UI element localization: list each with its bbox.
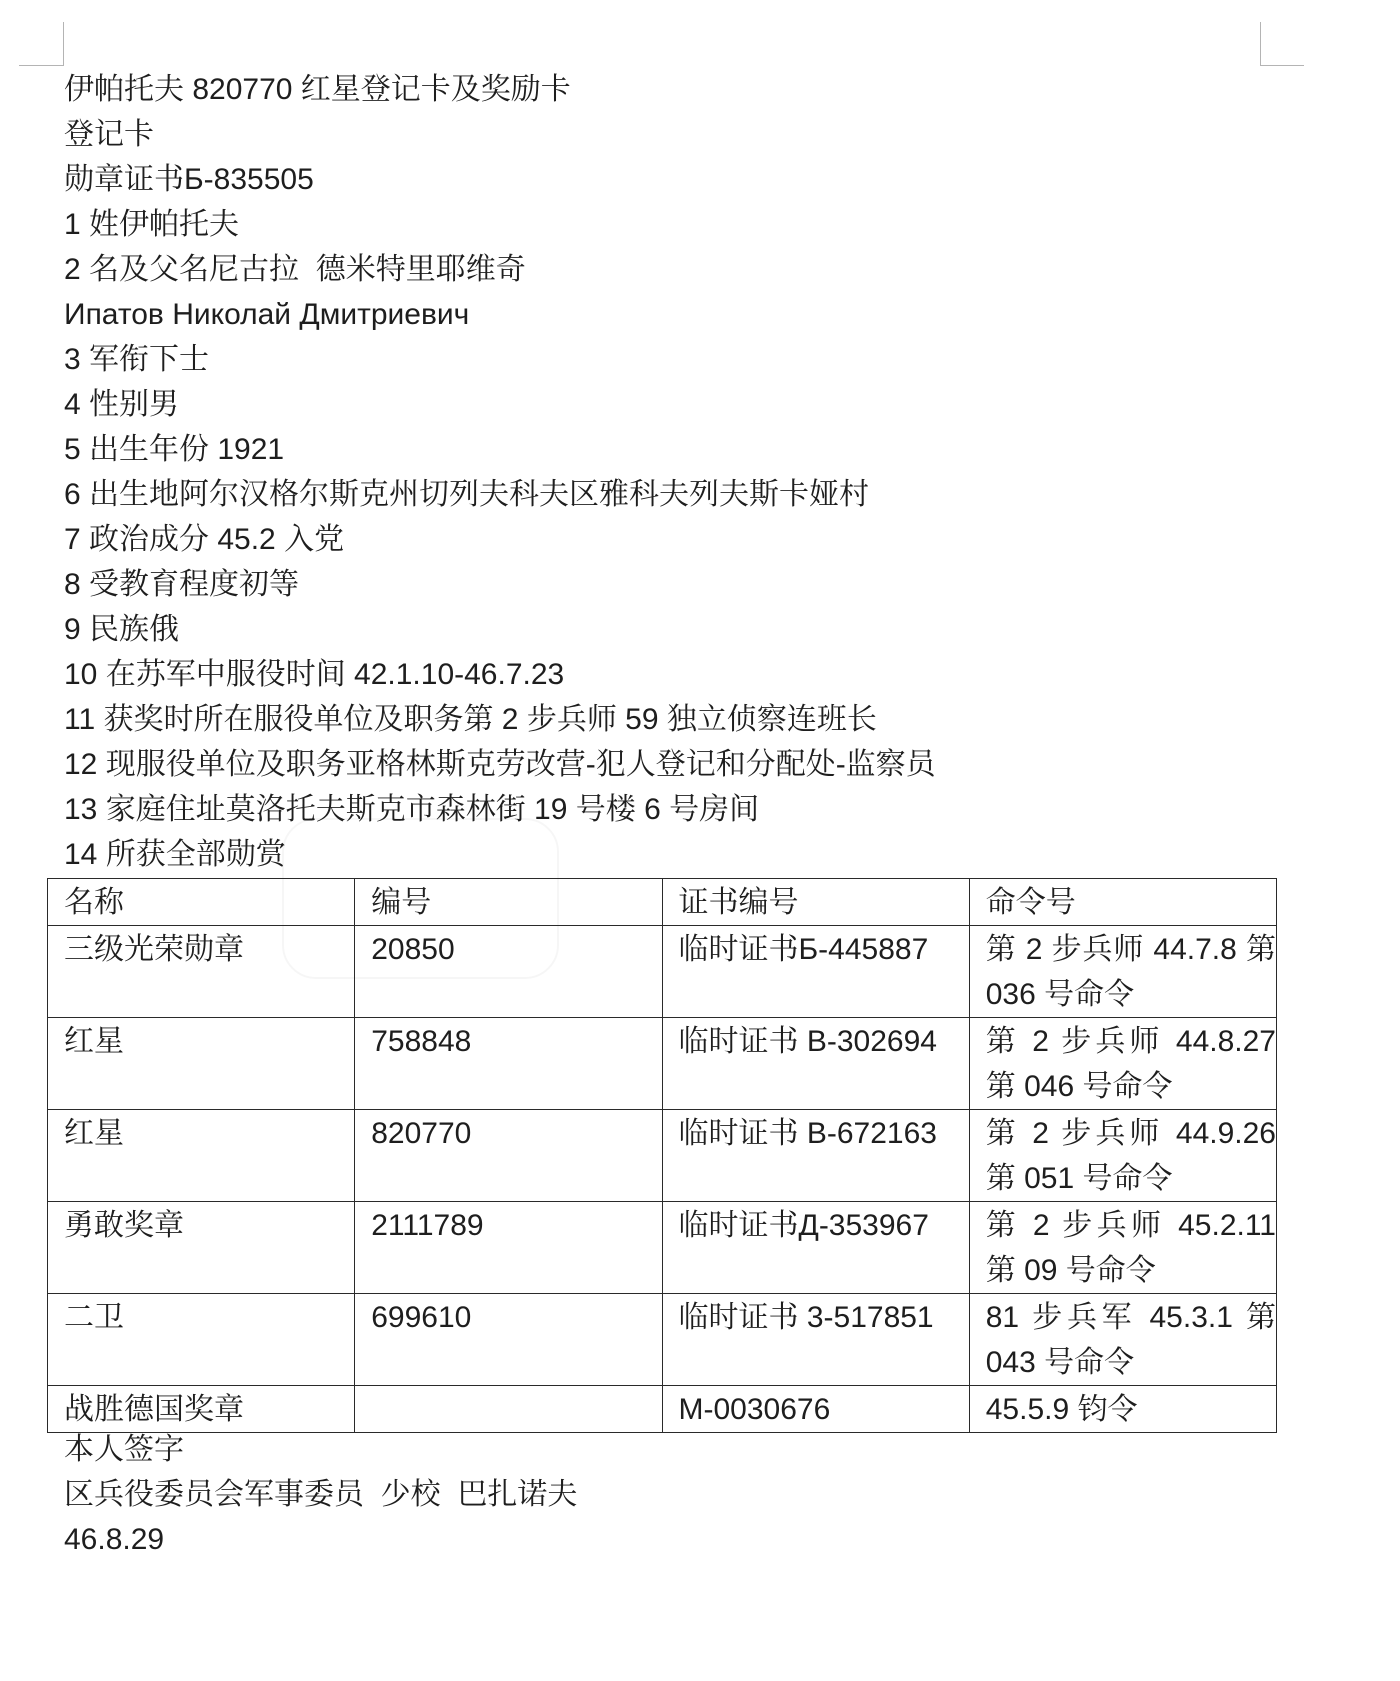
field-service-period: 10 在苏军中服役时间 42.1.10-46.7.23 (64, 658, 565, 691)
award-row (48, 1386, 1277, 1433)
order-number-cell: 第 2 步兵师 44.9.26 第 051 号命令 (969, 1110, 1276, 1202)
field-current-unit: 12 现服役单位及职务亚格林斯克劳改营-犯人登记和分配处-监察员 (64, 748, 936, 781)
award-name-cell: 红星 (48, 1018, 355, 1110)
field-education: 8 受教育程度初等 (64, 568, 300, 601)
document-date: 46.8.29 (64, 1523, 165, 1556)
award-name-cell: 二卫 (48, 1294, 355, 1386)
order-number-cell: 第 2 步兵师 45.2.11 第 09 号命令 (969, 1202, 1276, 1294)
award-row (48, 1018, 1277, 1110)
card-type-label: 登记卡 (64, 118, 154, 151)
commissioner-line: 区兵役委员会军事委员 少校 巴扎诺夫 (64, 1478, 578, 1511)
certificate-number-cell: 临时证书Б-445887 (662, 926, 969, 1018)
award-name-cell: 三级光荣勋章 (48, 926, 355, 1018)
awards-table (47, 878, 1277, 1433)
field-name-russian: Ипатов Николай Дмитриевич (64, 298, 470, 331)
award-number-cell (355, 1386, 662, 1433)
field-nationality: 9 民族俄 (64, 613, 180, 646)
certificate-number-cell: 临时证书 В-672163 (662, 1110, 969, 1202)
document-title: 伊帕托夫 820770 红星登记卡及奖励卡 (64, 73, 571, 106)
table-header-certificate: 证书编号 (662, 879, 969, 926)
award-row (48, 1202, 1277, 1294)
table-header-order: 命令号 (969, 879, 1276, 926)
document-body (64, 67, 936, 877)
table-header-number: 编号 (355, 879, 662, 926)
award-number-cell: 699610 (355, 1294, 662, 1386)
order-number-cell: 第 2 步兵师 44.7.8 第 036 号命令 (969, 926, 1276, 1018)
page-corner-mark-top-right (1260, 22, 1304, 66)
table-header-name: 名称 (48, 879, 355, 926)
award-row (48, 1110, 1277, 1202)
award-row (48, 926, 1277, 1018)
award-name-cell: 红星 (48, 1110, 355, 1202)
field-rank: 3 军衔下士 (64, 343, 210, 376)
certificate-number-cell: 临时证书 В-302694 (662, 1018, 969, 1110)
certificate-number-cell: 临时证书Д-353967 (662, 1202, 969, 1294)
field-all-awards-label: 14 所获全部勋赏 (64, 838, 286, 871)
field-birth-year: 5 出生年份 1921 (64, 433, 285, 466)
field-sex: 4 性别男 (64, 388, 180, 421)
certificate-number-cell: М-0030676 (662, 1386, 969, 1433)
certificate-number-cell: 临时证书 3-517851 (662, 1294, 969, 1386)
award-name-cell: 战胜德国奖章 (48, 1386, 355, 1433)
field-party-status: 7 政治成分 45.2 入党 (64, 523, 345, 556)
field-name-patronymic: 2 名及父名尼古拉 德米特里耶维奇 (64, 253, 526, 286)
award-number-cell: 2111789 (355, 1202, 662, 1294)
page-corner-mark-top-left (19, 22, 64, 66)
order-number-cell: 第 2 步兵师 44.8.27 第 046 号命令 (969, 1018, 1276, 1110)
table-header-row (48, 879, 1277, 926)
award-number-cell: 820770 (355, 1110, 662, 1202)
signature-label: 本人签字 (64, 1433, 184, 1466)
field-surname: 1 姓伊帕托夫 (64, 208, 240, 241)
award-number-cell: 20850 (355, 926, 662, 1018)
field-home-address: 13 家庭住址莫洛托夫斯克市森林街 19 号楼 6 号房间 (64, 793, 760, 826)
award-name-cell: 勇敢奖章 (48, 1202, 355, 1294)
order-number-cell: 81 步兵军 45.3.1 第 043 号命令 (969, 1294, 1276, 1386)
field-birthplace: 6 出生地阿尔汉格尔斯克州切列夫科夫区雅科夫列夫斯卡娅村 (64, 478, 870, 511)
medal-certificate-number: 勋章证书Б-835505 (64, 163, 314, 196)
order-number-cell: 45.5.9 钧令 (969, 1386, 1276, 1433)
document-footer (64, 1427, 577, 1562)
award-number-cell: 758848 (355, 1018, 662, 1110)
field-unit-at-award: 11 获奖时所在服役单位及职务第 2 步兵师 59 独立侦察连班长 (64, 703, 877, 736)
award-row (48, 1294, 1277, 1386)
